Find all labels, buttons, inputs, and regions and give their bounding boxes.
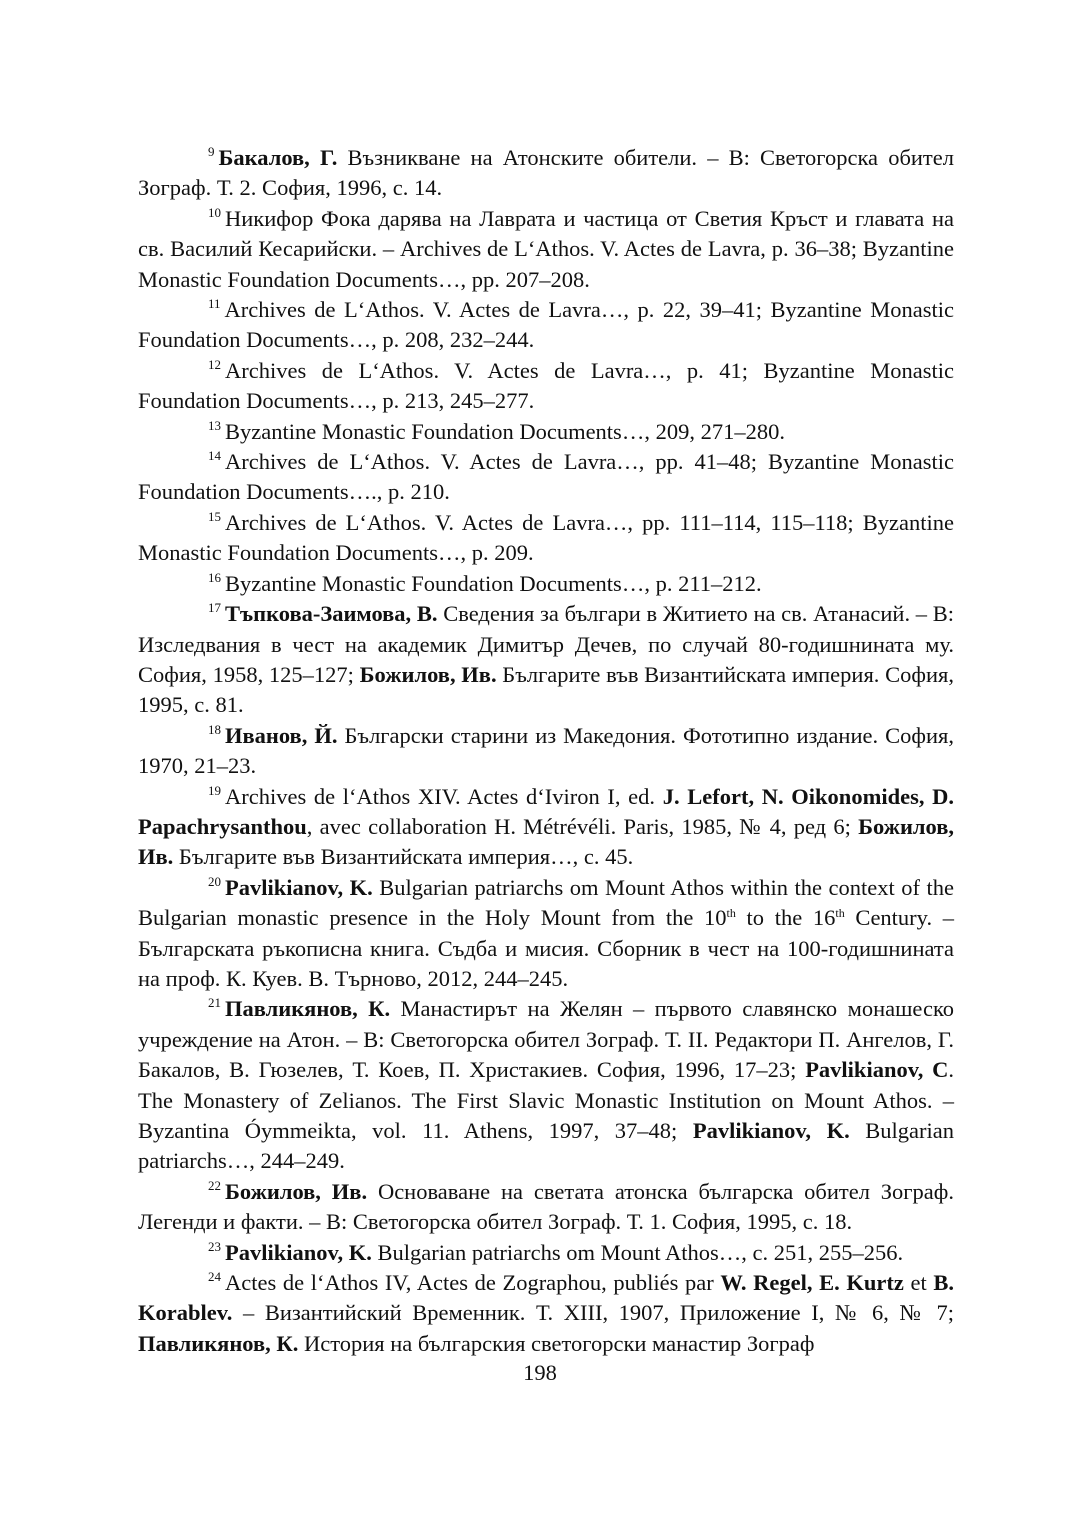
footnote-text: Archives de L‘Athos. V. Actes de Lavra…, p. 22, 39–41; Byzantine Monastic Foundation Documents…, p. 208, 232–244. (138, 297, 954, 353)
footnote-17 (138, 599, 954, 721)
author-name: Божилов, Ив. (359, 661, 497, 687)
footnote-11 (138, 295, 954, 356)
footnote-9 (138, 143, 954, 204)
superscript-text: th (726, 906, 736, 921)
footnote-number: 19 (208, 782, 221, 798)
footnote-number: 20 (208, 873, 221, 889)
footnote-13 (138, 417, 954, 447)
footnote-text: Byzantine Monastic Foundation Documents…, p. 211–212. (225, 570, 762, 596)
footnote-19 (138, 782, 954, 873)
footnote-14 (138, 447, 954, 508)
page-number: 198 (523, 1360, 557, 1385)
footnote-22 (138, 1177, 954, 1238)
footnote-text: Archives de l‘Athos XIV. Actes d‘Iviron I, ed. (225, 783, 663, 809)
footnote-text: – Византийский Временник. Т. XIII, 1907, Приложение I, № 6, № 7; (232, 1300, 954, 1326)
footnote-number: 17 (208, 600, 221, 616)
footnote-number: 15 (208, 508, 221, 524)
footnote-number: 18 (208, 721, 221, 737)
footnote-number: 14 (208, 448, 221, 464)
footnote-text: Actes de l‘Athos IV, Actes de Zographou, publiés par (225, 1270, 721, 1296)
footnote-text: Archives de L‘Athos. V. Actes de Lavra…, pp. 41–48; Byzantine Monastic Foundation Documents…., p. 210. (138, 449, 954, 505)
footnote-text: Bulgarian patriarchs…, 244–249. (138, 1118, 954, 1174)
author-name: Иванов, Й. (225, 722, 338, 748)
footnote-number: 9 (208, 144, 215, 159)
footnote-text: Никифор Фока дарява на Лаврата и частица от Светия Кръст и главата на св. Василий Кесарийски. – Archives de L‘Athos. V. Actes de Lavra, p. 36–38; Byzantine Monastic Foundation Documents…, pp. 207–208. (138, 205, 954, 292)
author-name: Pavlikianov, K. (692, 1118, 850, 1143)
footnote-text: Century. – Българската ръкописна книга. Съдба и мисия. Сборник в чест на 100-годишнината на проф. К. Куев. В. Търново, 2012, 244–245. (138, 905, 955, 991)
author-name: Божилов, Ив. (225, 1178, 368, 1204)
footnote-number: 16 (208, 569, 221, 585)
footnote-20 (138, 873, 954, 995)
footnote-number: 11 (208, 296, 221, 312)
superscript-text: th (835, 906, 845, 921)
footnote-number: 13 (208, 417, 221, 433)
footnote-23 (138, 1238, 954, 1268)
footnote-number: 22 (208, 1177, 221, 1193)
footnote-text: Byzantine Monastic Foundation Documents…, 209, 271–280. (225, 418, 785, 444)
footnote-number: 24 (208, 1269, 221, 1285)
author-name: Бакалов, Г. (218, 145, 338, 170)
footnote-21 (138, 994, 954, 1176)
footnote-12 (138, 356, 954, 417)
footnote-text: Archives de L‘Athos. V. Actes de Lavra…, pp. 111–114, 115–118; Byzantine Monastic Foundation Documents…, p. 209. (138, 509, 954, 566)
footnote-10 (138, 204, 954, 295)
footnote-text: Българите във Византийската империя…, с. 45. (173, 844, 634, 870)
footnote-text: . The Monastery of Zelianos. The First Slavic Monastic Institution on Mount Athos. – Byzantina Óymmeikta, vol. 11. Athens, 1997, 37–48; (138, 1057, 954, 1143)
author-name: Pavlikianov, K. (225, 1239, 372, 1265)
footnote-18 (138, 721, 954, 782)
footnote-text: Основаване на светата атонска българска обител Зограф. Легенди и факти. – В: Светогорска обител Зограф. Т. 1. София, 1995, с. 18. (138, 1178, 954, 1235)
footnote-text: to the 16 (735, 905, 836, 931)
author-name: Тъпкова-Заимова, В. (225, 601, 438, 627)
author-name: J. Lefort, N. Oikonomides, D. Papachrysanthou (138, 783, 954, 839)
footnote-text: Сведения за българи в Житието на св. Атанасий. – В: Изследвания в чест на академик Димитър Дечев, по случай 80-годишнината му. София, 1958, 125–127; (138, 601, 955, 687)
author-name: Павликянов, К. (225, 996, 391, 1022)
author-name: B. Korablev. (138, 1270, 954, 1326)
author-name: Павликянов, К. (138, 1330, 299, 1356)
footnote-text: Bulgarian patriarchs om Mount Athos within the context of the Bulgarian monastic presence in the Holy Mount from the 10 (138, 874, 954, 931)
author-name: Pavlikianov, C (805, 1057, 949, 1083)
footnote-text: , avec collaboration H. Métrévéli. Paris, 1985, № 4, ред 6; (306, 813, 859, 839)
footnote-text: Archives de L‘Athos. V. Actes de Lavra…, p. 41; Byzantine Monastic Foundation Documents…, p. 213, 245–277. (138, 357, 954, 414)
footnote-text: Български старини из Македония. Фототипно издание. София, 1970, 21–23. (138, 722, 954, 779)
footnote-number: 10 (208, 204, 221, 220)
footnote-text: Възникване на Атонските обители. – В: Светогорска обител Зограф. Т. 2. София, 1996, с. 14. (138, 145, 954, 201)
author-name: Божилов, Ив. (138, 813, 954, 870)
footnote-number: 23 (208, 1238, 221, 1254)
footnote-text: Bulgarian patriarchs om Mount Athos…, с. 251, 255–256. (371, 1239, 904, 1265)
author-name: W. Regel, E. Kurtz (720, 1270, 904, 1296)
author-name: Pavlikianov, K. (225, 874, 373, 900)
footnotes-block (138, 143, 954, 1359)
footnote-text: История на българския светогорски манастир Зограф (298, 1330, 815, 1356)
footnote-15 (138, 508, 954, 569)
footnote-text: Българите във Византийската империя. София, 1995, с. 81. (138, 661, 954, 718)
footnote-text: et (903, 1270, 934, 1296)
footnote-text: Манастирът на Желян – първото славянско монашеско учреждение на Атон. – В: Светогорска обител Зограф. Т. II. Редактори П. Ангелов, Г. Бакалов, В. Гюзелев, Т. Коев, П. Христакиев. София, 1996, 17–23; (138, 996, 954, 1083)
footnote-number: 21 (208, 995, 221, 1011)
footnote-number: 12 (208, 356, 221, 372)
footnote-24 (138, 1268, 954, 1359)
footnote-16 (138, 569, 954, 599)
